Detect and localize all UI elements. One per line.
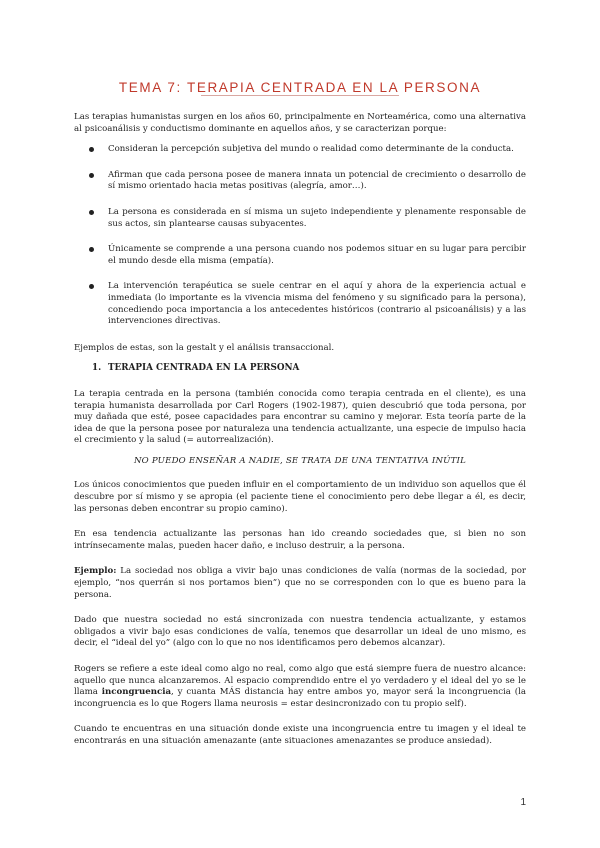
list-item-text: Consideran la percepción subjetiva del mundo o realidad como determinante de la conducta. [108, 144, 514, 155]
bullet-icon [89, 173, 94, 178]
quote-line: NO PUEDO ENSEÑAR A NADIE, SE TRATA DE UNA TENTATIVA INÚTIL [133, 455, 467, 466]
rogers-paragraph: La terapia centrada en la persona (también conocida como terapia centrada en el cliente), es una terapia humanista desarrollada por Carl Rogers (1902-1987), quien descubrió que toda persona, por muy dañada que esté, posee capacidades para encontrar su camino y mejorar. Esta teoría parte de la idea de que la persona posee por naturaleza una tendencia actualizante, una especie de impulso hacia el crecimiento y la salud (= autorrealización). [74, 388, 526, 446]
list-item [74, 207, 526, 230]
document-body [74, 112, 526, 762]
page-title: TEMA 7: TERAPIA CENTRADA EN LA PERSONA [118, 80, 482, 95]
list-item [74, 170, 526, 193]
society-paragraph: En esa tendencia actualizante las personas han ido creando sociedades que, si bien no son intrínsecamente malas, pueden hacer daño, e incluso destruir, a la persona. [74, 529, 526, 551]
bullet-icon [89, 247, 94, 252]
section-heading-text: TERAPIA CENTRADA EN LA PERSONA [108, 363, 300, 374]
list-item [74, 281, 526, 327]
section-number: 1. [92, 363, 102, 374]
example-paragraph [74, 566, 526, 601]
list-item [74, 144, 526, 156]
title-underline [201, 95, 399, 96]
page-number: 1 [520, 797, 526, 808]
knowledge-paragraph: Los únicos conocimientos que pueden influir en el comportamiento de un individuo son aquellos que él descubre por sí mismo y se apropia (el paciente tiene el conocimiento pero debe llegar a él, es decir, las personas deben encontrar su propio camino). [74, 480, 526, 514]
characteristics-list [74, 144, 526, 328]
list-item-text: La persona es considerada en sí misma un sujeto independiente y plenamente responsable de sus actos, sin plantearse causas subyacentes. [108, 206, 526, 229]
intro-paragraph: Las terapias humanistas surgen en los años 60, principalmente en Norteamérica, como una alternativa al psicoanálisis y conductismo dominante en aquellos años, y se caracterizan porque: [74, 112, 526, 134]
incongruence-text-before: Rogers se refiere a este ideal como algo no real, como algo que está siempre fuera de nuestro alcance: aquello que nunca alcanzaremos. Al espacio comprendido entre el yo verdadero y el ideal del yo se le llama [74, 664, 526, 698]
examples-paragraph: Ejemplos de estas, son la gestalt y el análisis transaccional. [74, 342, 335, 353]
bullet-icon [89, 284, 94, 289]
example-text: La sociedad nos obliga a vivir bajo unas condiciones de valía (normas de la sociedad, por ejemplo, “nos querrán si nos portamos bien”) que no se corresponden con lo que es bueno para la persona. [74, 566, 526, 600]
list-item-text: Afirman que cada persona posee de manera innata un potencial de crecimiento o desarrollo de sí mismo orientado hacia metas positivas (alegría, amor…). [108, 169, 526, 192]
threat-paragraph: Cuando te encuentras en una situación donde existe una incongruencia entre tu imagen y el ideal te encontrarás en una situación amenazante (ante situaciones amenazantes se produce ansiedad). [74, 724, 526, 746]
list-item-text: Únicamente se comprende a una persona cuando nos podemos situar en su lugar para percibir el mundo desde ella misma (empatía). [108, 244, 526, 266]
example-label: Ejemplo: [74, 566, 117, 577]
bullet-icon [89, 210, 94, 215]
section-heading [74, 363, 526, 375]
bullet-icon [89, 147, 94, 152]
incongruence-term: incongruencia [101, 687, 172, 698]
list-item-text: La intervención terapéutica se suele centrar en el aquí y ahora de la experiencia actual e inmediata (lo importante es la vivencia misma del fenómeno y su significado para la persona), concediendo poca importancia a los antecedentes históricos (contrario al psicoanálisis) y a las intervenciones directivas. [108, 281, 526, 327]
incongruence-paragraph [74, 664, 526, 710]
list-item [74, 244, 526, 267]
ideal-self-paragraph: Dado que nuestra sociedad no está sincronizada con nuestra tendencia actualizante, y estamos obligados a vivir bajo esas condiciones de valía, tenemos que desarrollar un ideal de uno mismo, es decir, el “ideal del yo” (algo con lo que no nos identificamos pero debemos alcanzar). [74, 615, 526, 649]
incongruence-text-after: , y cuanta MÁS distancia hay entre ambos yo, mayor será la incongruencia (la incongruencia es lo que Rogers llama neurosis = estar desincronizado con tu propio self). [74, 687, 527, 709]
